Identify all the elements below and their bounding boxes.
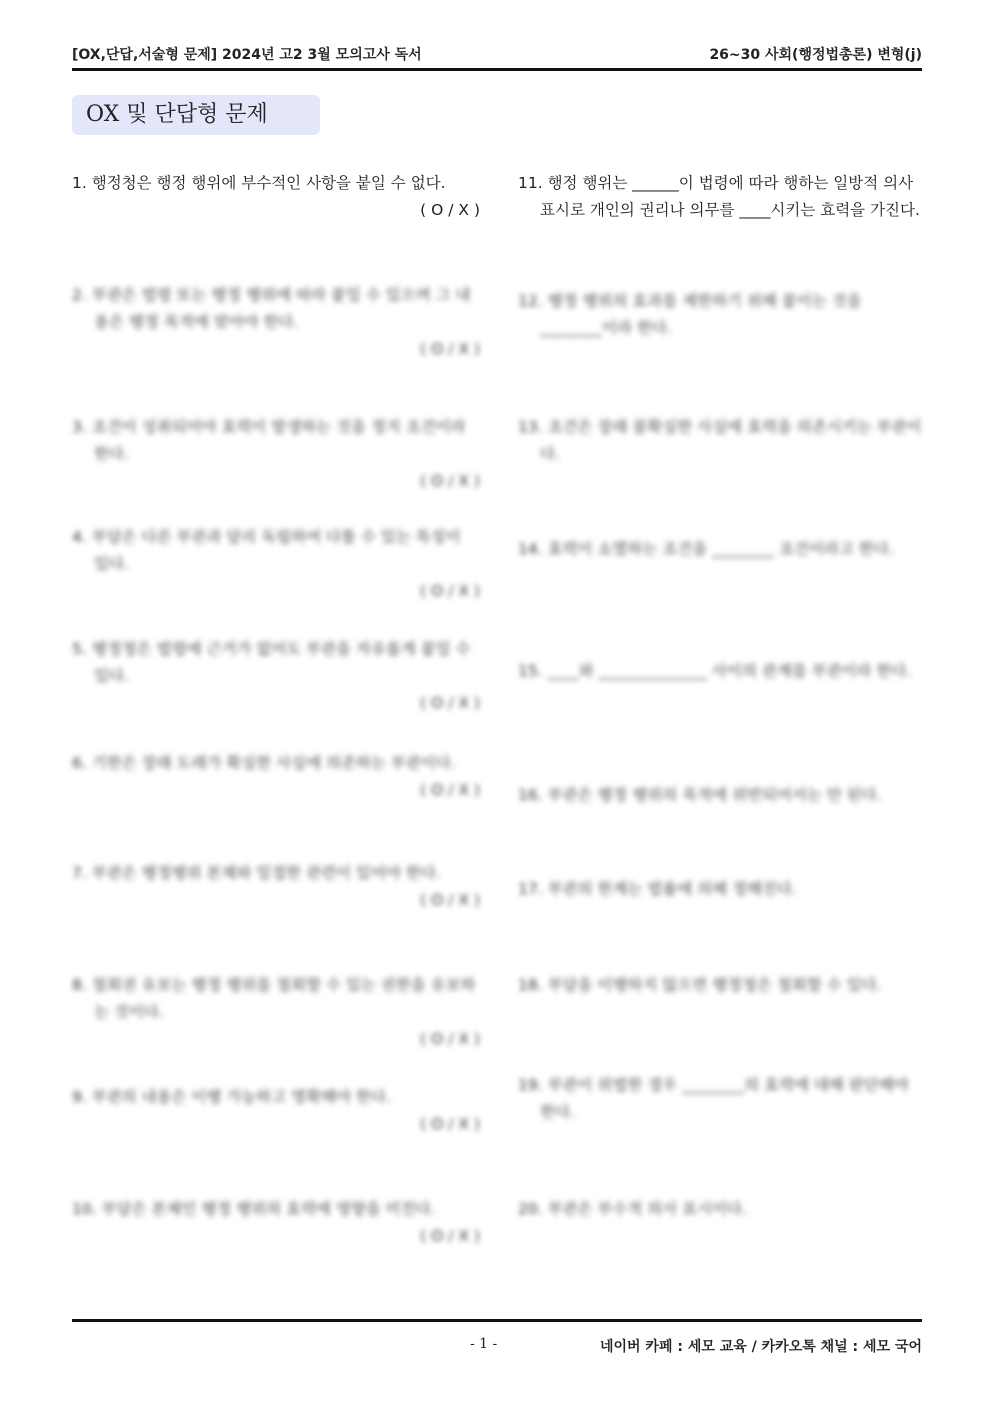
header-rule (72, 68, 922, 71)
question-text: 8. 철회권 유보는 행정 행위를 철회할 수 있는 권한을 유보하는 것이다. (72, 976, 476, 1021)
question-text: 18. 부담을 이행하지 않으면 행정청은 철회할 수 있다. (518, 976, 882, 994)
question-19 (518, 1072, 922, 1126)
question-text: 17. 부관의 한계는 법률에 의해 정해진다. (518, 880, 797, 898)
ox-answer[interactable]: ( O / X ) (420, 340, 480, 358)
question-text: 2. 부관은 법령 또는 행정 행위에 따라 붙일 수 있으며 그 내용은 행정 목적에 맞아야 한다. (72, 286, 471, 331)
question-text: 3. 조건이 성취되어야 효력이 발생하는 것을 정지 조건이라 한다. (72, 418, 466, 463)
header-title: [OX,단답,서술형 문제] 2024년 고2 3월 모의고사 독서 (72, 47, 422, 63)
footer-source: 네이버 카페 : 세모 교육 / 카카오톡 채널 : 세모 국어 (599, 1339, 922, 1355)
question-text: 14. 효력이 소멸하는 조건을 ________ 조건이라고 한다. (518, 540, 894, 558)
question-14 (518, 536, 922, 563)
question-text: 11. 행정 행위는 ______이 법령에 따라 행하는 일방적 의사 표시로 개인의 권리나 의무를 ____시키는 효력을 가진다. (518, 174, 920, 219)
footer-rule (72, 1319, 922, 1322)
question-15 (518, 658, 922, 685)
question-7 (72, 860, 480, 914)
ox-answer[interactable]: ( O / X ) (420, 582, 480, 600)
question-1 (72, 170, 480, 224)
question-2 (72, 282, 480, 363)
question-9 (72, 1084, 480, 1138)
question-text: 6. 기한은 장래 도래가 확실한 사실에 의존하는 부관이다. (72, 754, 456, 772)
ox-answer[interactable]: ( O / X ) (420, 472, 480, 490)
question-11 (518, 170, 922, 224)
question-10 (72, 1196, 480, 1250)
ox-answer[interactable]: ( O / X ) (420, 891, 480, 909)
question-text: 9. 부관의 내용은 이행 가능하고 명확해야 한다. (72, 1088, 391, 1106)
header-subtitle: 26~30 사회(행정법총론) 변형(j) (709, 47, 922, 63)
question-text: 13. 조건은 장래 불확실한 사실에 효력을 의존시키는 부관이다. (518, 418, 922, 463)
question-17 (518, 876, 922, 903)
question-12 (518, 288, 922, 342)
question-8 (72, 972, 480, 1053)
ox-answer[interactable]: ( O / X ) (420, 781, 480, 799)
section-title: OX 및 단답형 문제 (72, 95, 320, 135)
question-16 (518, 782, 922, 809)
question-text: 10. 부담은 본체인 행정 행위의 효력에 영향을 미친다. (72, 1200, 436, 1218)
question-text: 1. 행정청은 행정 행위에 부수적인 사항을 붙일 수 없다. (72, 174, 446, 192)
question-4 (72, 524, 480, 605)
question-6 (72, 750, 480, 804)
question-text: 4. 부담은 다른 부관과 달리 독립하여 다툴 수 있는 특징이 있다. (72, 528, 461, 573)
ox-answer[interactable]: ( O / X ) (420, 1227, 480, 1245)
ox-answer[interactable]: ( O / X ) (420, 201, 480, 219)
ox-answer[interactable]: ( O / X ) (420, 694, 480, 712)
question-5 (72, 636, 480, 717)
question-18 (518, 972, 922, 999)
page-header (72, 44, 922, 66)
question-text: 7. 부관은 행정행위 본체와 밀접한 관련이 있어야 한다. (72, 864, 441, 882)
question-text: 15. ____와 ______________ 사이의 관계를 부관이라 한다. (518, 662, 912, 680)
page-number: - 1 - (470, 1336, 498, 1352)
question-3 (72, 414, 480, 495)
question-text: 5. 행정청은 법령에 근거가 없어도 부관을 자유롭게 붙일 수 있다. (72, 640, 471, 685)
question-20 (518, 1196, 922, 1223)
ox-answer[interactable]: ( O / X ) (420, 1115, 480, 1133)
ox-answer[interactable]: ( O / X ) (420, 1030, 480, 1048)
question-13 (518, 414, 922, 468)
question-text: 12. 행정 행위의 효과를 제한하기 위해 붙이는 것을 ________이라 한다. (518, 292, 862, 337)
question-text: 16. 부관은 행정 행위의 목적에 위반되어서는 안 된다. (518, 786, 882, 804)
question-text: 20. 부관은 부수적 의사 표시이다. (518, 1200, 747, 1218)
page-footer (72, 1336, 922, 1358)
question-text: 19. 부관이 위법한 경우 ________의 효력에 대해 판단해야 한다. (518, 1076, 909, 1121)
